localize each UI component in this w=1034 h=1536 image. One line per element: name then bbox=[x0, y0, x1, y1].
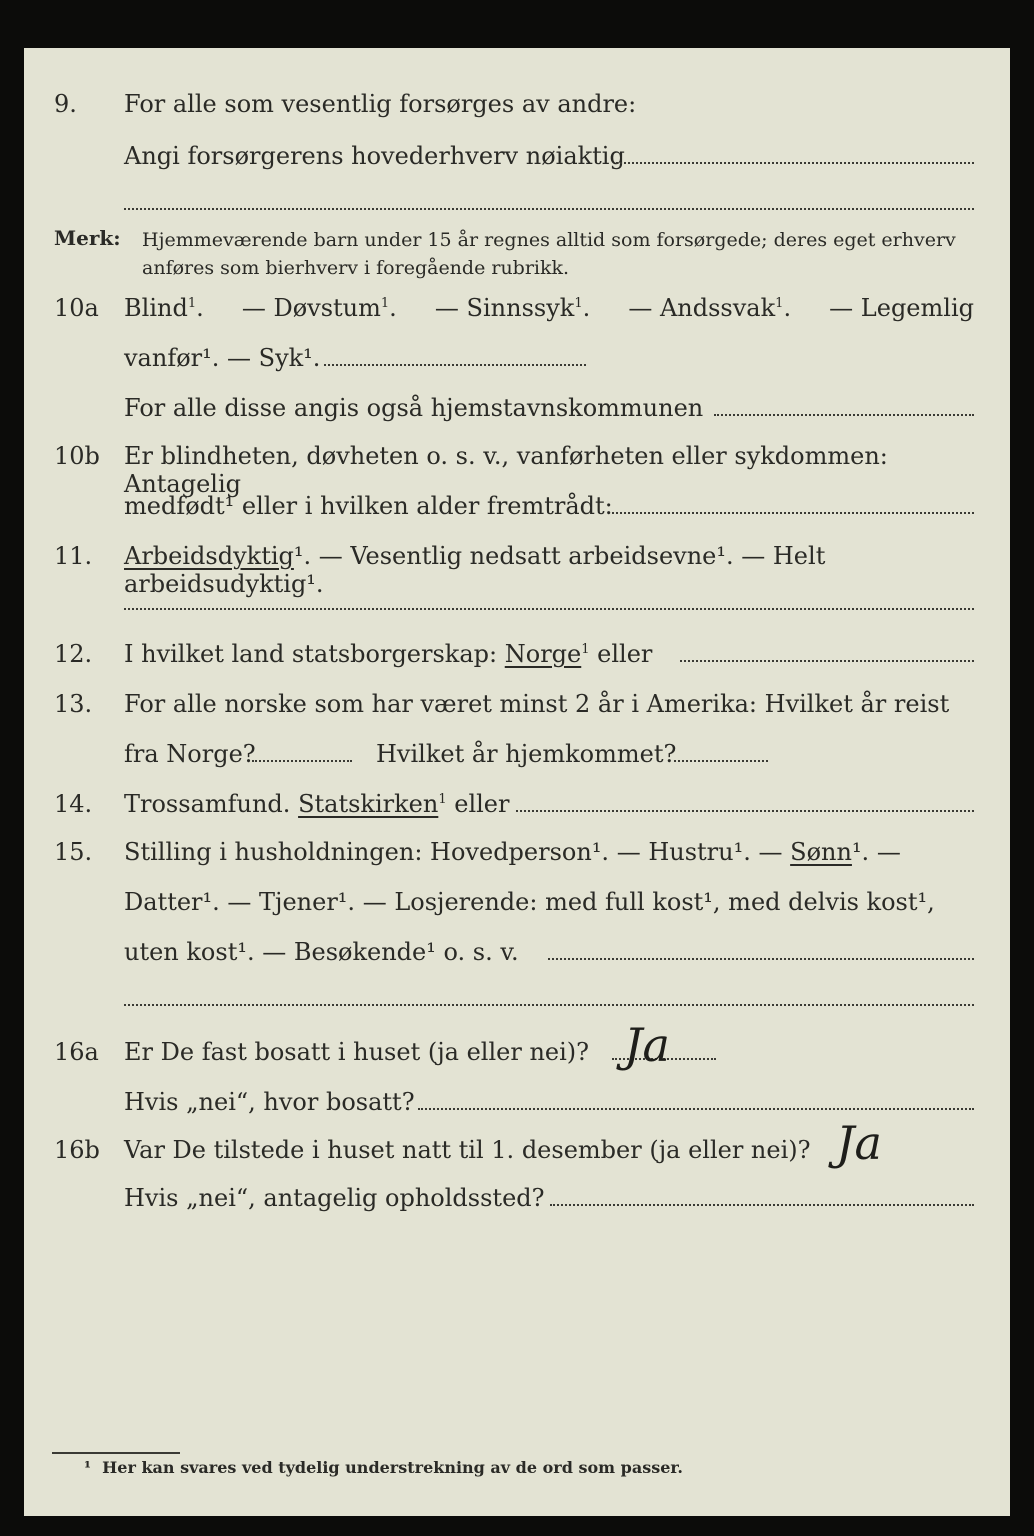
q14-number: 14. bbox=[54, 790, 93, 818]
q10a-kommune-line bbox=[714, 414, 974, 416]
q10a-sinnssyk: — Sinnssyk bbox=[434, 294, 575, 322]
q12-answer-line bbox=[680, 660, 974, 662]
q11-extra-line bbox=[124, 608, 974, 610]
q11-rest: ¹. — Vesentlig nedsatt arbeidsevne¹. — Helt arbeidsudyktig¹. bbox=[124, 542, 826, 598]
census-form-page bbox=[24, 48, 1010, 1516]
q10a-syk-line bbox=[324, 364, 586, 366]
q11-line bbox=[124, 542, 1010, 598]
q14-pre: Trossamfund. bbox=[124, 790, 291, 818]
q9-line1: For alle som vesentlig forsørges av andre: bbox=[124, 90, 637, 118]
q14-statskirken-underlined: Statskirken bbox=[298, 790, 439, 818]
q15-number: 15. bbox=[54, 838, 93, 866]
q9-answer-line bbox=[616, 162, 974, 164]
q10b-line1: Er blindheten, døvheten o. s. v., vanførheten eller sykdommen: Antagelig bbox=[124, 442, 888, 498]
q10a-line1: Blind$^1$. — Døvstum$^1$. — Sinnssyk$^1$. — Andssvak$^1$. — Legemlig bbox=[124, 294, 974, 322]
footnote-mark: ¹ bbox=[84, 1458, 92, 1477]
q10a-number: 10a bbox=[54, 294, 99, 322]
q16b-opholdssted-line bbox=[550, 1204, 974, 1206]
merk-label: Merk: bbox=[54, 226, 121, 250]
q10a-dovstum: — Døvstum bbox=[241, 294, 381, 322]
q14-post: eller bbox=[454, 790, 510, 818]
q12-number: 12. bbox=[54, 640, 93, 668]
q14-answer-line bbox=[516, 810, 974, 812]
merk-line1: Hjemmeværende barn under 15 år regnes alltid som forsørgede; deres eget erhverv bbox=[142, 229, 956, 251]
q15-extra-line bbox=[124, 1004, 974, 1006]
q12-pre: I hvilket land statsborgerskap: bbox=[124, 640, 498, 668]
q12-line: I hvilket land statsborgerskap: Norge$^1$ eller bbox=[124, 640, 653, 668]
q10a-blind: Blind bbox=[124, 294, 188, 322]
q9-extra-line bbox=[124, 208, 974, 210]
merk-text bbox=[142, 226, 956, 282]
q16b-number: 16b bbox=[54, 1136, 100, 1164]
q13-line2b: Hvilket år hjemkommet? bbox=[376, 740, 677, 768]
q11-arbeidsdyktig-underlined: Arbeidsdyktig bbox=[124, 542, 294, 570]
q13-line2a: fra Norge? bbox=[124, 740, 256, 768]
q11-number: 11. bbox=[54, 542, 93, 570]
footnote-text: Her kan svares ved tydelig understrekning av de ord som passer. bbox=[102, 1458, 683, 1477]
q15-answer-line bbox=[548, 958, 974, 960]
q13-hjem-line bbox=[674, 760, 768, 762]
q10b-line2: medfødt¹ eller i hvilken alder fremtrådt: bbox=[124, 492, 613, 520]
q10a-line3: For alle disse angis også hjemstavnskommunen bbox=[124, 394, 704, 422]
q15-line3: uten kost¹. — Besøkende¹ o. s. v. bbox=[124, 938, 519, 966]
q10a-line2: vanfør¹. — Syk¹. bbox=[124, 344, 321, 372]
q16a-line1: Er De fast bosatt i huset (ja eller nei)? bbox=[124, 1038, 590, 1066]
q12-norge-underlined: Norge bbox=[504, 640, 582, 668]
q13-number: 13. bbox=[54, 690, 93, 718]
q12-post: eller bbox=[597, 640, 653, 668]
q15-line1-pre: Stilling i husholdningen: Hovedperson¹. — Hustru¹. — bbox=[124, 838, 783, 866]
q16a-bosatt-line bbox=[418, 1108, 974, 1110]
q15-line2: Datter¹. — Tjener¹. — Losjerende: med full kost¹, med delvis kost¹, bbox=[124, 888, 935, 916]
q16b-line1: Var De tilstede i huset natt til 1. desember (ja eller nei)? bbox=[124, 1136, 811, 1164]
q15-line1-post: ¹. — bbox=[851, 838, 901, 866]
q10b-number: 10b bbox=[54, 442, 100, 470]
footnote bbox=[84, 1458, 683, 1477]
q9-number: 9. bbox=[54, 90, 77, 118]
q15-sonn-underlined: Sønn bbox=[790, 838, 852, 866]
q10b-answer-line bbox=[612, 512, 974, 514]
q14-line: Trossamfund. Statskirken$^1$ eller bbox=[124, 790, 510, 818]
q10a-andssvak: — Andssvak bbox=[628, 294, 776, 322]
q16b-line2: Hvis „nei“, antagelig opholdssted? bbox=[124, 1184, 545, 1212]
q16a-line2: Hvis „nei“, hvor bosatt? bbox=[124, 1088, 415, 1116]
q9-line2: Angi forsørgerens hovederhverv nøiaktig bbox=[124, 142, 625, 170]
q10a-legemlig: — Legemlig bbox=[829, 294, 974, 322]
q16a-number: 16a bbox=[54, 1038, 99, 1066]
q13-reist-line bbox=[252, 760, 352, 762]
merk-line2: anføres som bierhverv i foregående rubrikk. bbox=[142, 257, 570, 279]
q16a-handwritten-answer: Ja bbox=[624, 1018, 670, 1072]
q16b-handwritten-answer: Ja bbox=[836, 1116, 882, 1170]
footnote-rule bbox=[52, 1452, 180, 1454]
q13-line1: For alle norske som har været minst 2 år i Amerika: Hvilket år reist bbox=[124, 690, 950, 718]
q15-line1 bbox=[124, 838, 901, 866]
